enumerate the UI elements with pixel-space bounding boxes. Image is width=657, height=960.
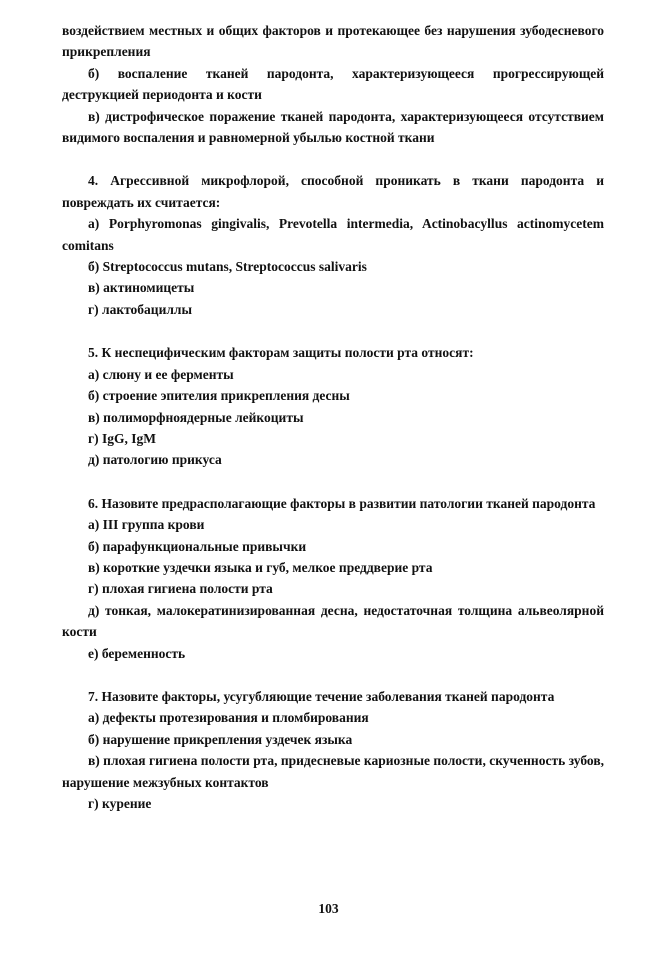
answer-option: б) нарушение прикрепления уздечек языка	[88, 731, 353, 747]
answer-option: д) тонкая, малокератинизированная десна, недостаточная толщина альвеолярной кости	[62, 602, 604, 640]
question-text: 5. К неспецифическим факторам защиты полости рта относят:	[88, 345, 474, 361]
answer-option: б) строение эпителия прикрепления десны	[88, 388, 350, 404]
answer-option: в) актиномицеты	[88, 280, 195, 296]
question-7	[62, 686, 604, 814]
question-4	[62, 170, 604, 320]
answer-option: в) короткие уздечки языка и губ, мелкое преддверие рта	[88, 559, 433, 575]
intro-option-b: б) воспаление тканей пародонта, характеризующееся прогрессирующей деструкцией периодонта и кости	[62, 65, 604, 103]
question-5	[62, 342, 604, 470]
answer-option: а) III группа крови	[88, 517, 205, 533]
intro-option-a-continuation: воздействием местных и общих факторов и протекающее без нарушения зубодесневого прикрепления	[62, 23, 604, 60]
answer-option: б) Streptococcus mutans, Streptococcus salivaris	[88, 259, 367, 275]
answer-option: д) патологию прикуса	[88, 452, 222, 468]
question-text: 4. Агрессивной микрофлорой, способной проникать в ткани пародонта и повреждать их считается:	[62, 173, 604, 210]
question-text: 7. Назовите факторы, усугубляющие течение заболевания тканей пародонта	[88, 688, 555, 704]
answer-option: б) парафункциональные привычки	[88, 538, 307, 554]
intro-block	[62, 20, 604, 148]
answer-option: в) плохая гигиена полости рта, придесневые кариозные полости, скученность зубов, нарушение межзубных контактов	[62, 753, 604, 790]
answer-option: г) курение	[88, 796, 152, 811]
question-6	[62, 493, 604, 664]
answer-option: г) лактобациллы	[88, 301, 193, 317]
page-number: 103	[318, 901, 339, 916]
answer-option: г) плохая гигиена полости рта	[88, 581, 273, 597]
page-content	[62, 20, 604, 814]
answer-option: а) Porphyromonas gingivalis, Prevotella intermedia, Actinobacyllus actinomycetem comitans	[62, 216, 604, 253]
answer-option: г) IgG, IgM	[88, 430, 157, 446]
answer-option: а) дефекты протезирования и пломбирования	[88, 710, 369, 726]
answer-option: а) слюну и ее ферменты	[88, 366, 234, 382]
question-text: 6. Назовите предрасполагающие факторы в развитии патологии тканей пародонта	[88, 495, 596, 511]
intro-option-v: в) дистрофическое поражение тканей пародонта, характеризующееся отсутствием видимого воспаления и равномерной убылью костной ткани	[62, 108, 604, 146]
answer-option: е) беременность	[88, 645, 186, 661]
answer-option: в) полиморфноядерные лейкоциты	[88, 409, 304, 425]
